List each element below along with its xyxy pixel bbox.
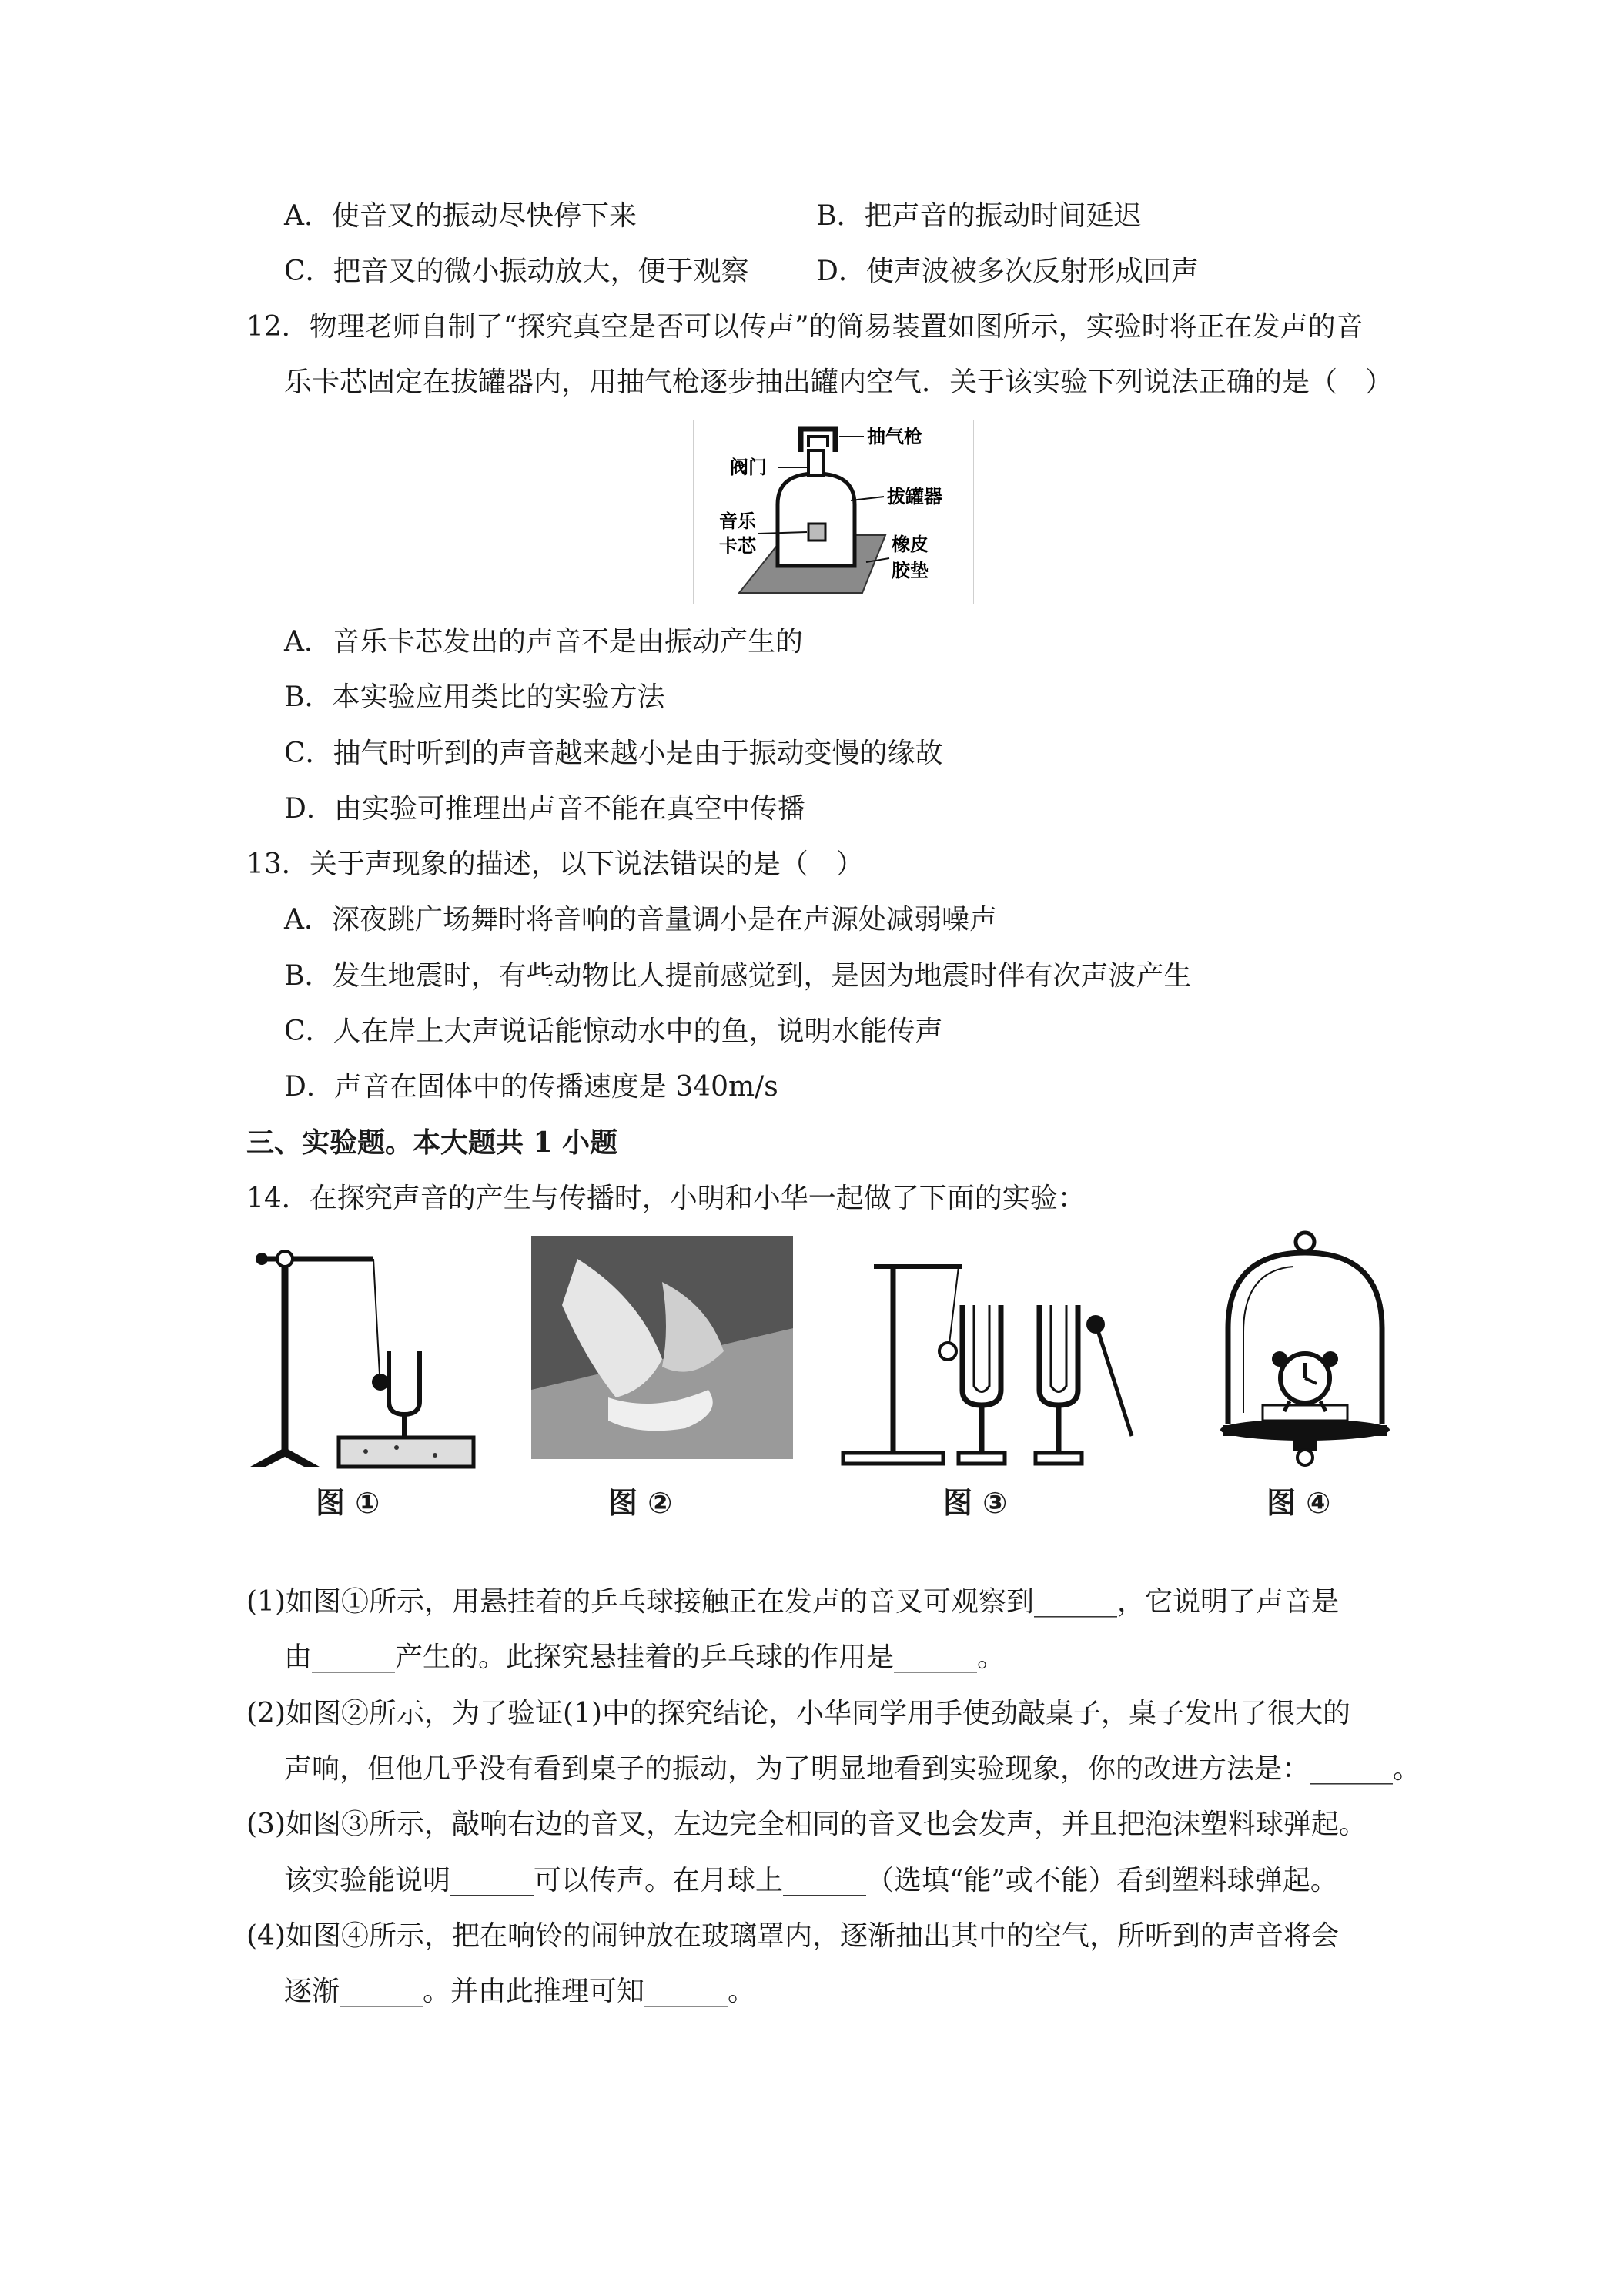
q13-stem: 13．关于声现象的描述，以下说法错误的是（ ） — [246, 848, 864, 880]
q12-vacuum-apparatus-figure — [693, 420, 974, 604]
q14-stem: 14．在探究声音的产生与传播时，小明和小华一起做了下面的实验： — [246, 1183, 1086, 1214]
section-heading: 三、实验题。本大题共 1 小题 — [246, 1126, 618, 1159]
q12-option-d: D．由实验可推理出声音不能在真空中传播 — [284, 793, 805, 825]
q14-figure-1-pingpong-tuning-fork — [243, 1236, 489, 1474]
label-cupper: 拔罐器 — [887, 486, 942, 507]
q13-option-d: D．声音在固体中的传播速度是 340m/s — [284, 1071, 778, 1103]
q14-part4-line2: 逐渐______。并由此推理可知______。 — [284, 1976, 756, 2007]
figure-4-caption: 图 ④ — [1267, 1486, 1331, 1520]
q13-option-b: B．发生地震时，有些动物比人提前感觉到，是因为地震时伴有次声波产生 — [284, 960, 1192, 992]
q14-part1-line1: (1)如图①所示，用悬挂着的乒乓球接触正在发声的音叉可观察到______，它说明了声音是 — [246, 1586, 1339, 1618]
q11-option-d: D．使声波被多次反射形成回声 — [816, 256, 1199, 287]
label-rubber-pad-2: 胶垫 — [892, 560, 929, 581]
q14-part4-line1: (4)如图④所示，把在响铃的闹钟放在玻璃罩内，逐渐抽出其中的空气，所听到的声音将会 — [246, 1920, 1339, 1952]
q12-option-c: C．抽气时听到的声音越来越小是由于振动变慢的缘故 — [284, 738, 943, 769]
q12-stem-line1: 12．物理老师自制了“探究真空是否可以传声”的简易装置如图所示，实验时将正在发声的音 — [246, 311, 1364, 343]
q14-part2-line2: 声响，但他几乎没有看到桌子的振动，为了明显地看到实验现象，你的改进方法是：______。 — [284, 1753, 1421, 1785]
label-valve: 阀门 — [730, 457, 767, 478]
q11-option-b: B．把声音的振动时间延迟 — [816, 200, 1142, 232]
figure-3-caption: 图 ③ — [943, 1486, 1008, 1520]
label-rubber-pad-1: 橡皮 — [892, 534, 929, 555]
q13-option-a: A．深夜跳广场舞时将音响的音量调小是在声源处减弱噪声 — [284, 904, 997, 935]
q12-option-b: B．本实验应用类比的实验方法 — [284, 681, 665, 713]
q14-part1-line2: 由______产生的。此探究悬挂着的乒乓球的作用是______。 — [284, 1642, 1006, 1673]
q12-option-a: A．音乐卡芯发出的声音不是由振动产生的 — [284, 626, 803, 658]
label-pump-gun: 抽气枪 — [867, 426, 922, 447]
q14-figure-2-knocking-table-photo — [531, 1236, 793, 1459]
figure-2-caption: 图 ② — [608, 1486, 673, 1520]
q13-option-c: C．人在岸上大声说话能惊动水中的鱼，说明水能传声 — [284, 1016, 943, 1047]
q11-option-a: A．使音叉的振动尽快停下来 — [284, 200, 637, 232]
q14-part2-line1: (2)如图②所示，为了验证(1)中的探究结论，小华同学用手使劲敲桌子，桌子发出了很大的 — [246, 1698, 1350, 1729]
q14-figure-4-bell-jar-alarm-clock — [1216, 1228, 1394, 1482]
q12-stem-line2: 乐卡芯固定在拔罐器内，用抽气枪逐步抽出罐内空气．关于该实验下列说法正确的是（ ） — [284, 366, 1394, 398]
figure-1-caption: 图 ① — [316, 1486, 380, 1520]
q11-option-c: C．把音叉的微小振动放大，便于观察 — [284, 256, 749, 287]
label-music-chip-1: 音乐 — [719, 510, 756, 532]
q14-part3-line1: (3)如图③所示，敲响右边的音叉，左边完全相同的音叉也会发声，并且把泡沫塑料球弹起。 — [246, 1809, 1367, 1840]
label-music-chip-2: 卡芯 — [719, 535, 756, 557]
q14-part3-line2: 该实验能说明______可以传声。在月球上______（选填“能”或不能）看到塑料球弹起。 — [284, 1865, 1338, 1896]
q14-figure-3-two-tuning-forks — [835, 1243, 1147, 1474]
